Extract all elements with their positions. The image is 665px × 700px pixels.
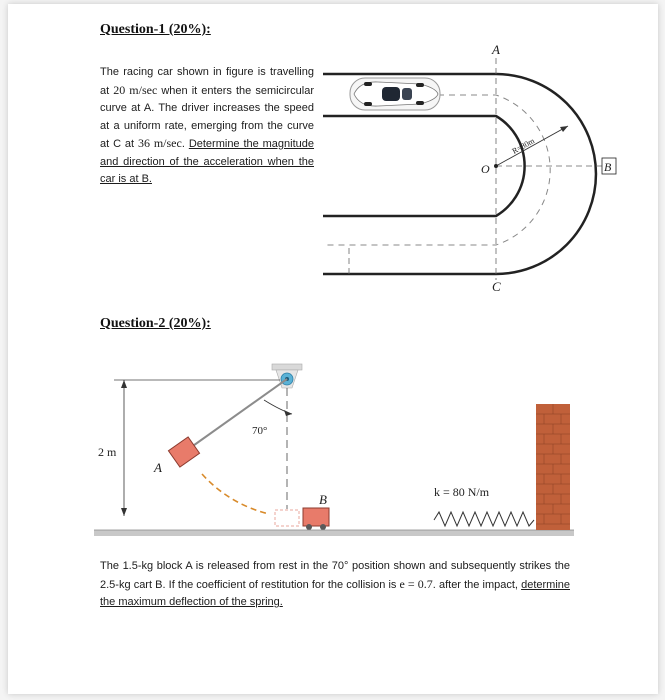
label-b: B <box>604 160 612 174</box>
q2-problem-text <box>100 558 570 612</box>
q1-track-figure <box>318 36 618 296</box>
angle-label: 70° <box>252 425 268 437</box>
label-o: O <box>481 162 490 176</box>
label-b: B <box>319 492 327 507</box>
q2-restitution: e = 0.7 <box>399 576 433 591</box>
label-a: A <box>492 42 500 57</box>
track-centerline <box>323 95 550 245</box>
height-label: 2 m <box>98 445 117 459</box>
block-a-ghost <box>275 510 299 526</box>
q1-speed-out: 36 m/sec <box>138 136 182 150</box>
cart-b <box>303 508 329 526</box>
radius-arrowhead <box>560 126 568 132</box>
q2-task: determine the maximum deflection of the spring. <box>100 578 570 608</box>
block-a <box>168 437 199 467</box>
race-car-image <box>350 78 440 110</box>
label-c: C <box>492 279 501 294</box>
q2-pendulum-figure <box>94 354 574 544</box>
q1-text-b: when it enters the semicircular curve at A. The driver increases the speed at a uniform rate, emerging from the curve at C at <box>100 84 314 150</box>
q2-text-b: . after the impact, <box>432 578 522 591</box>
radius-label: R=80m <box>510 136 537 156</box>
spring-constant-label: k = 80 N/m <box>434 485 490 499</box>
q1-text-c: . <box>181 138 189 150</box>
pendulum-rod <box>190 379 287 448</box>
swing-path <box>202 474 269 514</box>
q1-problem-text <box>100 64 314 189</box>
ceiling-mount <box>272 364 302 370</box>
center-point-o <box>494 164 498 168</box>
q1-speed-in: 20 m/sec <box>113 82 158 97</box>
q1-task: Determine the magnitude and direction of the acceleration when the car is at B. <box>100 138 315 185</box>
spring <box>434 512 534 526</box>
q1-text-a: The racing car shown in figure is travelling at <box>100 66 314 97</box>
ground <box>94 530 574 536</box>
label-a: A <box>154 460 162 475</box>
document-page <box>8 4 658 694</box>
q2-heading: Question-2 (20%): <box>100 316 211 331</box>
q1-heading: Question-1 (20%): <box>100 22 211 37</box>
q2-text-a: The 1.5-kg block A is released from rest in the 70° position shown and subsequently strikes the 2.5-kg cart B. If the coefficient of restitution for the collision is <box>100 560 570 591</box>
